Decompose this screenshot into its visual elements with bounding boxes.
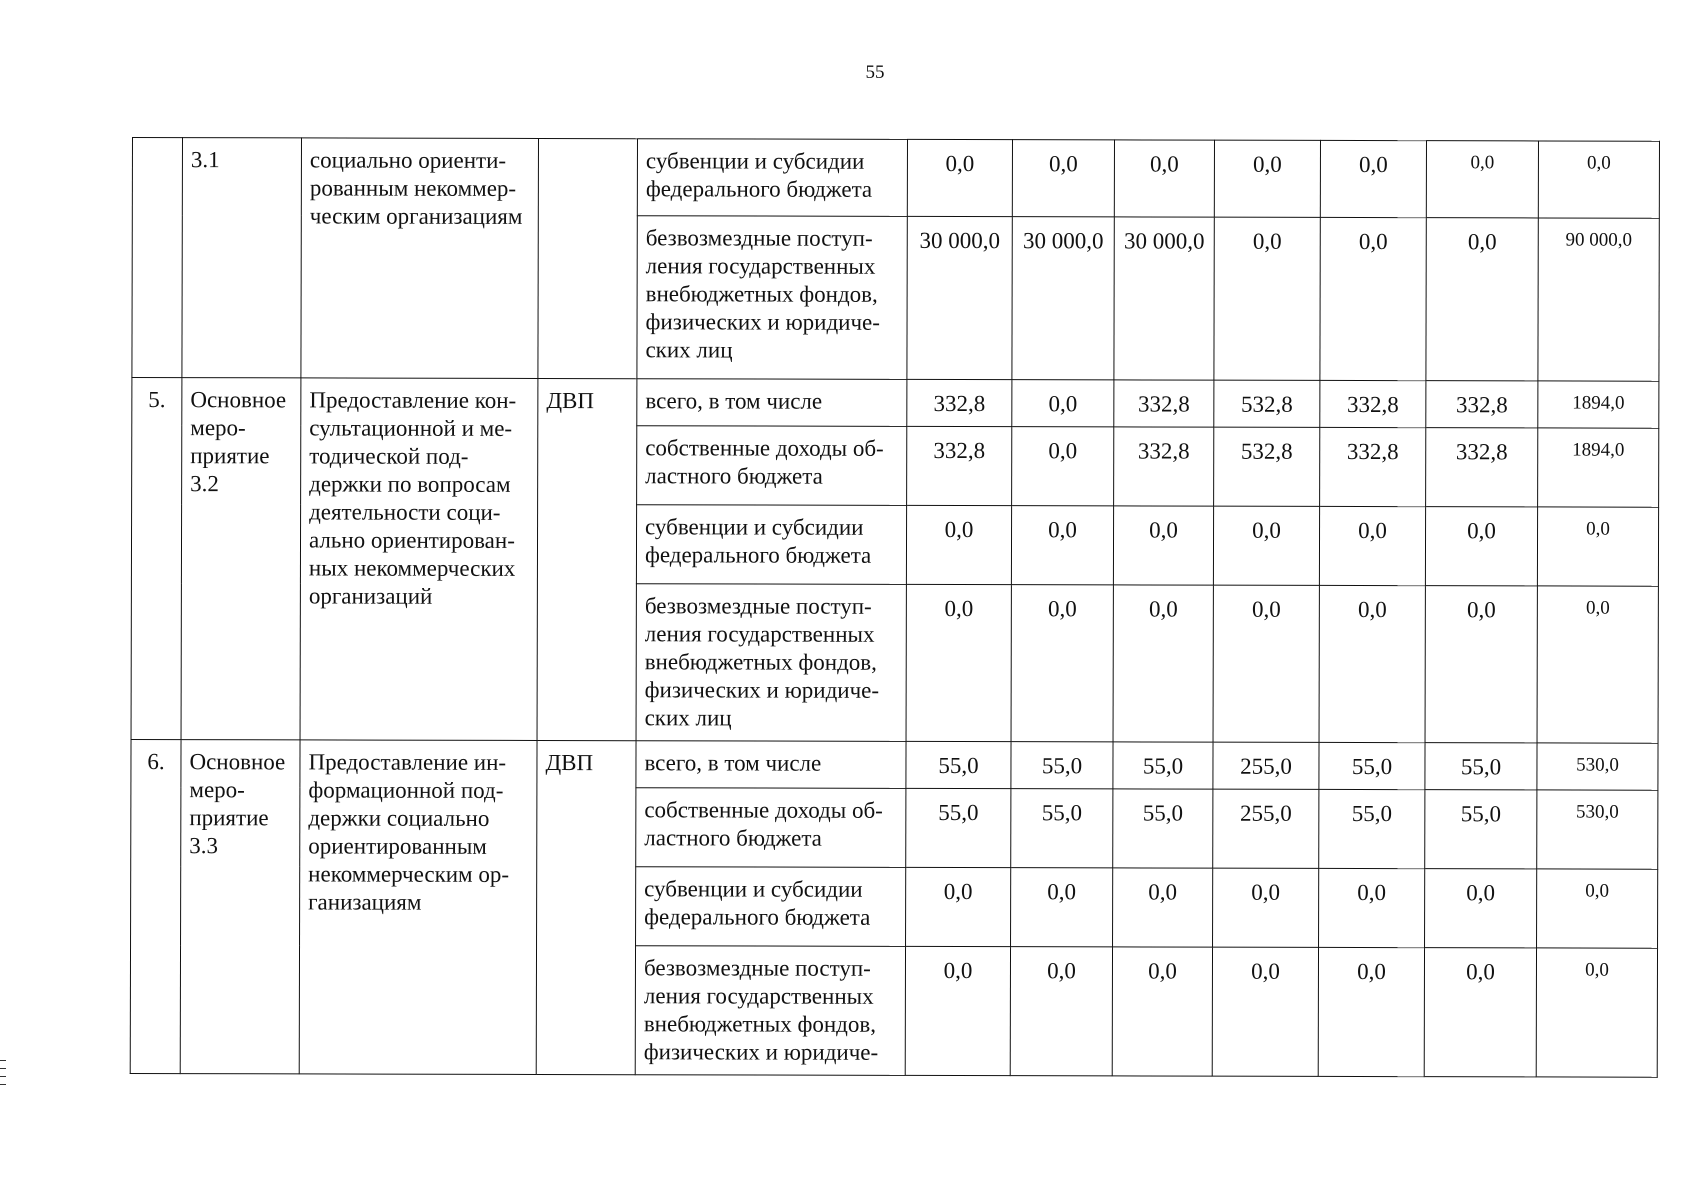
- value-cell: 255,0: [1213, 789, 1319, 868]
- funding-source-cell: собственные доходы об-ластного бюджета: [637, 426, 907, 506]
- value-cell: 0,0: [1319, 506, 1425, 585]
- total-cell: 530,0: [1537, 790, 1658, 869]
- total-cell: 90 000,0: [1538, 218, 1659, 381]
- value-cell: 30 000,0: [907, 216, 1012, 379]
- scan-mark: [0, 1068, 6, 1069]
- value-cell: 55,0: [1113, 742, 1213, 789]
- value-cell: 55,0: [906, 788, 1011, 867]
- value-cell: 0,0: [1214, 217, 1320, 380]
- funding-source-cell: безвозмездные поступ-ления государственных внебюджетных фондов, физических и юридиче-: [635, 946, 905, 1076]
- table-row: [131, 739, 1658, 790]
- value-cell: 332,8: [1426, 428, 1538, 507]
- value-cell: 332,8: [907, 379, 1012, 426]
- value-cell: 0,0: [1213, 585, 1319, 742]
- row-number-cell: [132, 138, 183, 378]
- table-row: [132, 138, 1659, 219]
- value-cell: 0,0: [1011, 585, 1113, 742]
- value-cell: 55,0: [1319, 789, 1425, 868]
- value-cell: 0,0: [1113, 506, 1213, 585]
- value-cell: 0,0: [1213, 868, 1319, 947]
- executor-cell: ДВП: [537, 378, 637, 740]
- measure-code-cell: Основное меро-приятие 3.3: [180, 740, 300, 1074]
- value-cell: 55,0: [1425, 743, 1537, 790]
- total-cell: 0,0: [1538, 141, 1659, 218]
- value-cell: 55,0: [1011, 789, 1113, 868]
- measure-name-cell: Предоставление кон-сультационной и ме-тодической под-держки по вопросам деятельности соци-ально ориентирован-ных некоммерческих организаций: [300, 378, 538, 741]
- value-cell: 0,0: [1113, 868, 1213, 947]
- funding-source-cell: всего, в том числе: [636, 741, 906, 789]
- value-cell: 0,0: [1212, 947, 1318, 1076]
- value-cell: 0,0: [1010, 947, 1112, 1076]
- value-cell: 532,8: [1214, 380, 1320, 427]
- value-cell: 0,0: [905, 946, 1010, 1075]
- value-cell: 332,8: [1320, 380, 1426, 427]
- value-cell: 0,0: [906, 867, 1011, 946]
- value-cell: 0,0: [1425, 507, 1537, 586]
- value-cell: 0,0: [1319, 868, 1425, 947]
- value-cell: 55,0: [1113, 789, 1213, 868]
- scan-edge-marks: [0, 1060, 6, 1092]
- value-cell: 0,0: [1426, 218, 1538, 381]
- value-cell: 0,0: [1214, 140, 1320, 217]
- value-cell: 0,0: [1213, 506, 1319, 585]
- funding-source-cell: всего, в том числе: [637, 379, 907, 427]
- value-cell: 332,8: [1114, 427, 1214, 506]
- scan-mark: [0, 1084, 6, 1085]
- value-cell: 55,0: [1319, 742, 1425, 789]
- total-cell: 530,0: [1537, 743, 1658, 790]
- value-cell: 0,0: [906, 584, 1011, 741]
- value-cell: 532,8: [1214, 427, 1320, 506]
- value-cell: 0,0: [1320, 217, 1426, 380]
- value-cell: 0,0: [1112, 947, 1212, 1076]
- measure-code-cell: 3.1: [182, 138, 302, 378]
- total-cell: 0,0: [1537, 507, 1658, 586]
- value-cell: 55,0: [1011, 742, 1113, 789]
- value-cell: 30 000,0: [1012, 217, 1114, 380]
- value-cell: 332,8: [1114, 380, 1214, 427]
- value-cell: 0,0: [906, 505, 1011, 584]
- total-cell: 1894,0: [1538, 428, 1659, 507]
- page-number: 55: [865, 62, 885, 83]
- funding-source-cell: безвозмездные поступ-ления государственных внебюджетных фондов, физических и юридиче-ских лиц: [636, 584, 906, 742]
- funding-source-cell: субвенции и субсидии федерального бюджета: [636, 505, 906, 585]
- funding-table: [130, 137, 1660, 1078]
- funding-source-cell: субвенции и субсидии федерального бюджета: [637, 139, 907, 217]
- total-cell: 0,0: [1537, 586, 1658, 743]
- measure-name-cell: социально ориенти-рованным некоммер-ческим организациям: [301, 138, 539, 379]
- executor-cell: [538, 138, 638, 378]
- scan-mark: [0, 1060, 6, 1061]
- value-cell: 332,8: [907, 426, 1012, 505]
- total-cell: 0,0: [1537, 869, 1658, 948]
- value-cell: 0,0: [1113, 585, 1213, 742]
- funding-source-cell: собственные доходы об-ластного бюджета: [636, 788, 906, 868]
- funding-source-cell: субвенции и субсидии федерального бюджета: [636, 867, 906, 947]
- value-cell: 0,0: [1320, 140, 1426, 217]
- value-cell: 0,0: [1318, 947, 1424, 1076]
- value-cell: 0,0: [1114, 140, 1214, 217]
- row-number-cell: 5.: [131, 378, 182, 740]
- value-cell: 255,0: [1213, 742, 1319, 789]
- value-cell: 55,0: [1425, 790, 1537, 869]
- funding-source-cell: безвозмездные поступ-ления государственных внебюджетных фондов, физических и юридиче-ских лиц: [637, 216, 907, 380]
- value-cell: 55,0: [906, 741, 1011, 788]
- value-cell: 0,0: [1426, 141, 1538, 218]
- executor-cell: ДВП: [536, 740, 636, 1074]
- value-cell: 0,0: [907, 139, 1012, 216]
- value-cell: 0,0: [1011, 868, 1113, 947]
- value-cell: 332,8: [1426, 381, 1538, 428]
- row-number-cell: 6.: [130, 739, 181, 1073]
- value-cell: 332,8: [1320, 427, 1426, 506]
- value-cell: 0,0: [1319, 585, 1425, 742]
- scan-mark: [0, 1076, 6, 1077]
- value-cell: 0,0: [1012, 380, 1114, 427]
- value-cell: 0,0: [1012, 427, 1114, 506]
- measure-code-cell: Основное меро-приятие 3.2: [181, 378, 301, 740]
- total-cell: 1894,0: [1538, 381, 1659, 428]
- value-cell: 0,0: [1424, 948, 1536, 1077]
- value-cell: 30 000,0: [1114, 217, 1214, 380]
- measure-name-cell: Предоставление ин-формационной под-держки социально ориентированным некоммерческим ор-ганизациям: [299, 740, 537, 1075]
- total-cell: 0,0: [1536, 948, 1657, 1077]
- value-cell: 0,0: [1011, 506, 1113, 585]
- value-cell: 0,0: [1425, 869, 1537, 948]
- table-row: [132, 378, 1659, 429]
- value-cell: 0,0: [1425, 586, 1537, 743]
- value-cell: 0,0: [1012, 140, 1114, 217]
